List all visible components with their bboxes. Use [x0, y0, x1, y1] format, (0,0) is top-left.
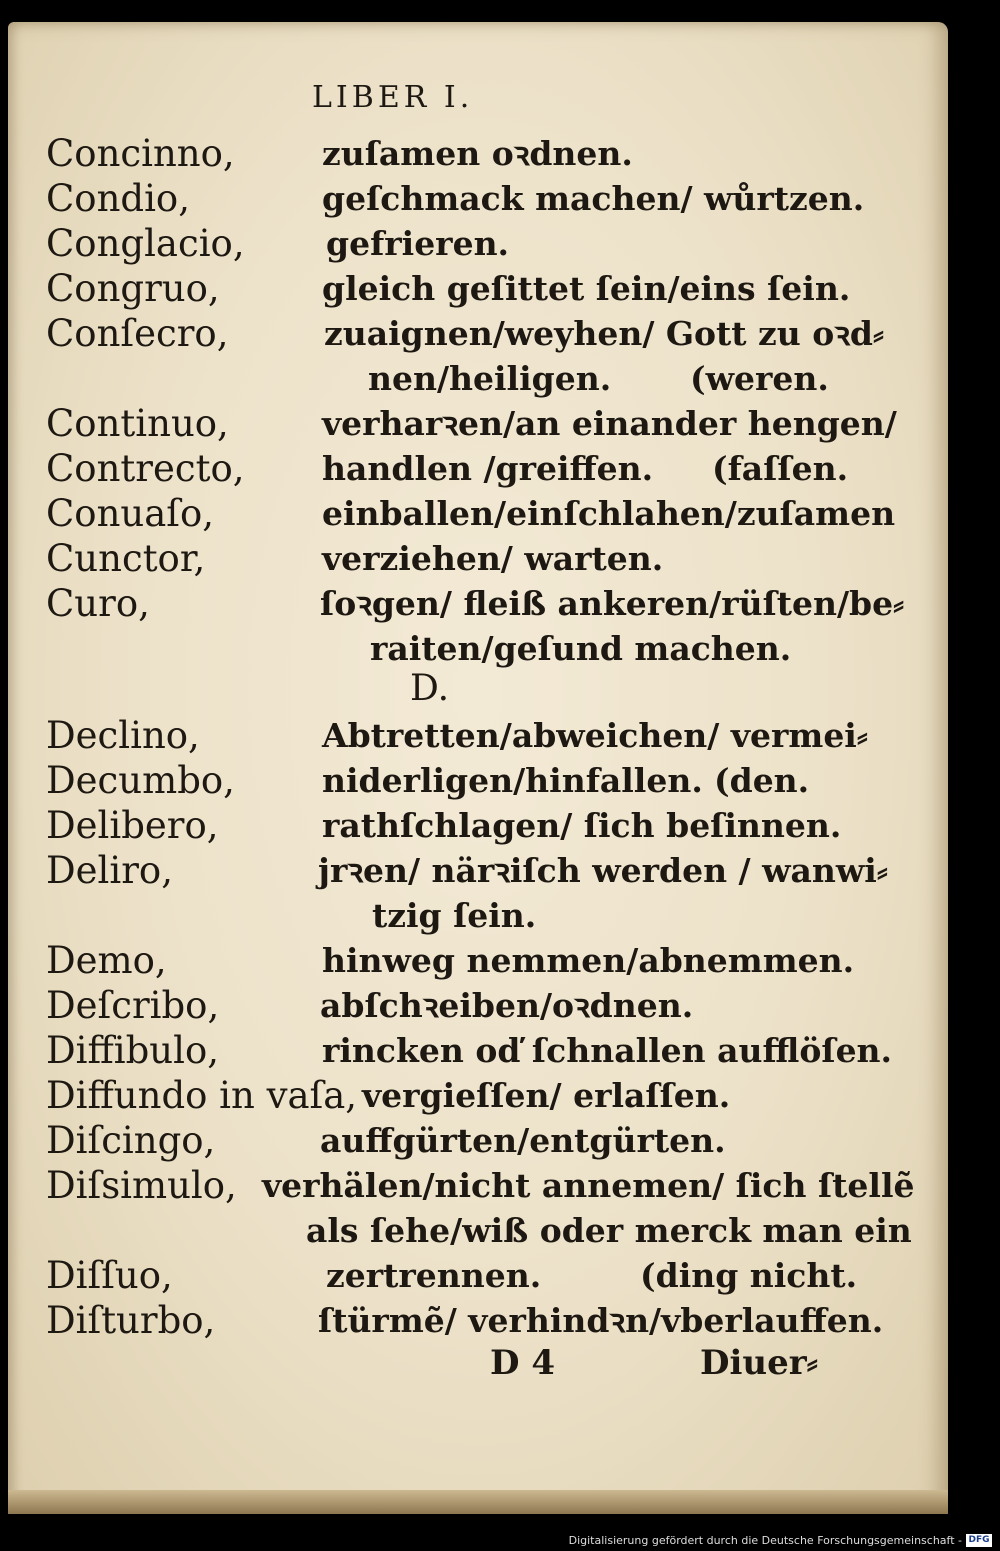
- german-gloss: einballen/einſchlahen/zuſamen: [322, 494, 896, 533]
- german-gloss: ſoꝛgen/ fleiß ankeren/rüſten/be⸗: [320, 584, 905, 623]
- section-letter: D.: [410, 668, 450, 709]
- german-gloss: ſtürmẽ/ verhindꝛn/vberlauffen.: [318, 1301, 884, 1340]
- latin-term: Diffundo in vaſa,: [46, 1074, 358, 1117]
- german-gloss: rathſchlagen/ ſich beſinnen.: [322, 806, 842, 845]
- german-gloss: abſchꝛeiben/oꝛdnen.: [320, 986, 694, 1025]
- german-gloss: rincken oď ſchnallen aufflöſen.: [322, 1031, 893, 1070]
- german-gloss: zuſamen oꝛdnen.: [322, 134, 633, 173]
- german-gloss: verharꝛen/an einander hengen/: [322, 404, 897, 443]
- german-gloss: geſchmack machen/ wůrtzen.: [322, 179, 865, 218]
- latin-term: Cunctor,: [46, 537, 206, 580]
- latin-term: Continuo,: [46, 402, 229, 445]
- continuation-text: nen/heiligen.: [368, 359, 612, 398]
- latin-term: Diſcingo,: [46, 1119, 216, 1162]
- german-gloss: handlen /greiffen.: [322, 449, 654, 488]
- latin-term: Decumbo,: [46, 759, 235, 802]
- latin-term: Deſcribo,: [46, 984, 220, 1027]
- latin-term: Delibero,: [46, 804, 219, 847]
- latin-term: Conſecro,: [46, 312, 229, 355]
- latin-term: Declino,: [46, 714, 200, 757]
- catchword: Diuer⸗: [700, 1343, 818, 1383]
- page-header: LIBER I.: [312, 80, 474, 115]
- german-gloss: verziehen/ warten.: [322, 539, 664, 578]
- latin-term: Curo,: [46, 582, 150, 625]
- signature-mark: D 4: [490, 1343, 555, 1383]
- latin-term: Conglacio,: [46, 222, 245, 265]
- latin-term: Congruo,: [46, 267, 220, 310]
- german-gloss: Abtretten/abweichen/ vermei⸗: [322, 716, 868, 755]
- continuation-text: tzig ſein.: [372, 896, 537, 935]
- latin-term: Concinno,: [46, 132, 235, 175]
- continuation-text: als ſehe/wiß oder merck man ein: [306, 1211, 912, 1250]
- german-gloss: verhälen/nicht annemen/ ſich ſtellẽ: [262, 1166, 915, 1205]
- german-gloss: niderligen/hinfallen.: [322, 761, 703, 800]
- latin-term: Condio,: [46, 177, 190, 220]
- latin-term: Diſturbo,: [46, 1299, 216, 1342]
- carryover-text: (ding nicht.: [640, 1256, 858, 1295]
- carryover-text: (faſſen.: [712, 449, 849, 488]
- german-gloss: vergieſſen/ erlaſſen.: [362, 1076, 731, 1115]
- german-gloss: gefrieren.: [326, 224, 510, 263]
- german-gloss: zuaignen/weyhen/ Gott zu oꝛd⸗: [324, 314, 884, 353]
- german-gloss: hinweg nemmen/abnemmen.: [322, 941, 855, 980]
- latin-term: Deliro,: [46, 849, 173, 892]
- latin-term: Diſsimulo,: [46, 1164, 237, 1207]
- continuation-text: raiten/geſund machen.: [370, 629, 792, 668]
- german-gloss: zertrennen.: [326, 1256, 542, 1295]
- latin-term: Conuaſo,: [46, 492, 215, 535]
- latin-term: Diſſuo,: [46, 1254, 173, 1297]
- dfg-logo: DFG: [966, 1534, 992, 1547]
- latin-term: Demo,: [46, 939, 167, 982]
- german-gloss: auffgürten/entgürten.: [320, 1121, 726, 1160]
- latin-term: Contrecto,: [46, 447, 245, 490]
- german-gloss: jrꝛen/ närꝛiſch werden / wanwi⸗: [318, 851, 888, 890]
- carryover-text: (den.: [714, 761, 810, 800]
- latin-term: Diffibulo,: [46, 1029, 220, 1072]
- carryover-text: (weren.: [690, 359, 829, 398]
- digitization-credit: Digitalisierung gefördert durch die Deutsche Forschungsgemeinschaft -: [568, 1534, 962, 1547]
- page-edge: [8, 1490, 948, 1514]
- german-gloss: gleich geſittet ſein/eins ſein.: [322, 269, 851, 308]
